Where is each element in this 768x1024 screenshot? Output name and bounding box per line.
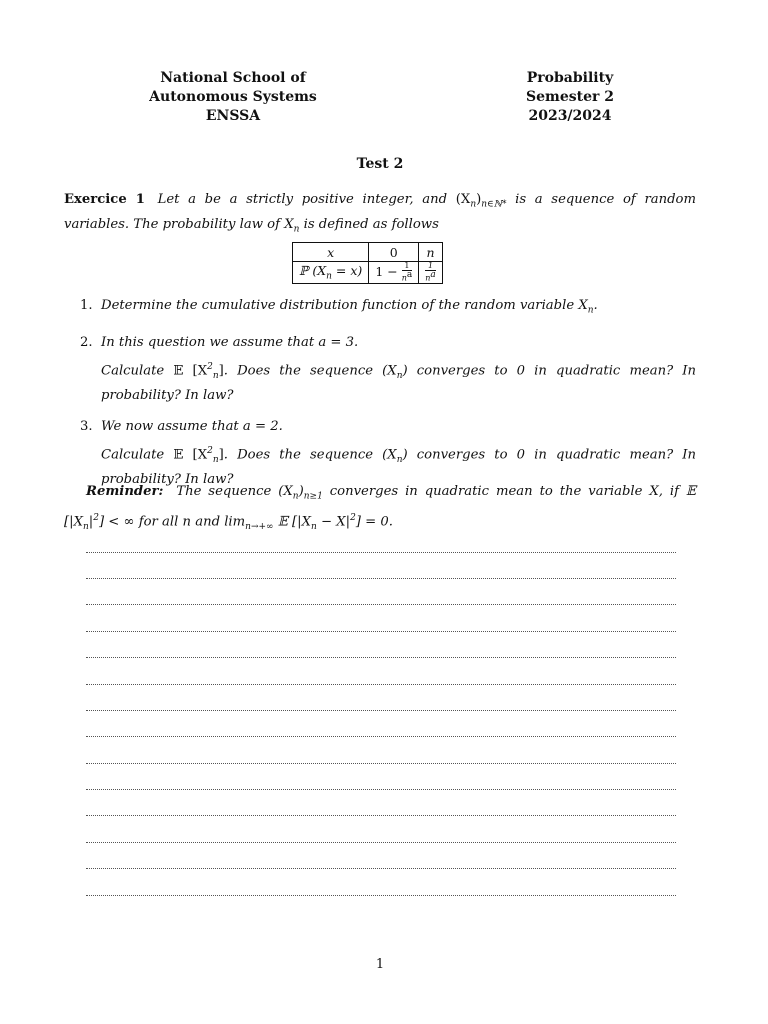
table-cell-x: x [293,243,369,262]
prob-label-sub: n [326,271,332,282]
fraction [425,262,436,283]
table-cell-prob-label [293,262,369,284]
fraction-denominator [402,271,413,283]
reminder-text-2: converges in quadratic mean to the variable X, if 𝔼 [|X [64,484,696,530]
expectation-sup: 2 [207,445,213,456]
detail-calculate: Calculate [101,363,165,379]
reminder-sup-5: 2 [350,512,356,523]
answer-line[interactable] [86,631,676,632]
exercise-intro-3: is defined as follows [303,216,439,232]
answer-line[interactable] [86,657,676,658]
answer-line[interactable] [86,895,676,896]
detail-calculate: Calculate [101,447,165,463]
expectation-open: 𝔼 [X [173,363,208,379]
reminder-close-1: ) [298,484,304,499]
reminder-text-3: ] < ∞ for all n and lim [98,514,246,530]
question-detail [101,358,696,405]
fraction-numerator: 1 [425,262,436,271]
school-name-line-2: Autonomous Systems [149,89,317,105]
school-header [133,69,333,126]
answer-line[interactable] [86,578,676,579]
reminder-sup-2: 2 [93,512,99,523]
expectation-sub: n [212,454,219,465]
reminder-lim-sub: n→+∞ [245,521,274,532]
expectation-sub: n [212,370,219,381]
reminder-text-5: − X| [320,514,351,530]
fraction-den-base: n [425,273,431,283]
table-cell-n: n [419,243,443,262]
question-number: 3. [80,418,93,434]
test-title: Test 2 [356,156,404,172]
table-cell-0: 0 [369,243,419,262]
table-cell-prob-0 [369,262,419,284]
reminder-label: Reminder: [86,484,164,499]
table-row [293,243,443,262]
exercise-label: Exercice 1 [64,192,145,207]
reminder-text-4: 𝔼 [|X [277,514,311,530]
reminder-abs-end: | [88,514,94,530]
sequence-close: ) [476,192,482,207]
answer-line[interactable] [86,842,676,843]
expectation-sup: 2 [207,361,213,372]
xn-symbol: X [284,216,294,232]
expectation-open: 𝔼 [X [173,447,208,463]
sequence-open: (X [455,192,471,207]
question-text: Determine the cumulative distribution function of the random variable X [101,298,588,313]
answer-line[interactable] [86,789,676,790]
answer-line[interactable] [86,815,676,816]
answer-line[interactable] [86,552,676,553]
question-number: 2. [80,334,93,350]
fraction [402,262,413,283]
question-1 [80,296,696,321]
fraction-numerator: 1 [402,262,413,271]
reminder-text-1: The sequence (X [176,484,293,499]
reminder-index: n≥1 [303,491,323,502]
sequence-index: n∈ℕ* [481,199,507,210]
detail-sequence-sub: n [396,370,403,381]
exercise-intro-2: is a sequence of random variables. The probability law of [64,192,696,232]
answer-line[interactable] [86,736,676,737]
fraction-den-exp: a [430,270,436,280]
detail-sequence: . Does the sequence (X [223,447,397,463]
reminder-text-6: ] = 0. [355,514,393,530]
probability-law-table [292,242,443,284]
course-header [470,69,670,126]
fraction-denominator [425,271,436,283]
question-2 [80,333,696,405]
answer-line[interactable] [86,868,676,869]
fraction-den-exp: a [406,270,413,280]
exercise-statement [64,190,696,239]
academic-year: 2023/2024 [528,108,612,124]
question-text: In this question we assume that a = 3. [101,334,359,350]
expectation-close: ] [218,363,224,379]
question-text-end: . [593,298,598,313]
prob-label-end: = x) [331,263,363,279]
question-number: 1. [80,298,93,313]
semester: Semester 2 [526,89,614,105]
fraction-den-base: n [401,273,407,283]
sequence-sub: n [470,199,477,210]
prob-0-prefix: 1 − [375,263,398,279]
page-number: 1 [375,957,385,972]
question-list [80,296,696,501]
answer-line[interactable] [86,763,676,764]
school-name-line-1: National School of [160,70,306,86]
reminder-sub-4: n [310,521,317,532]
exercise-intro-1: Let a be a strictly positive integer, and [157,192,448,207]
table-row [293,262,443,284]
xn-sub: n [293,224,300,235]
reminder [64,481,696,538]
question-text: We now assume that a = 2. [101,418,283,434]
answer-line[interactable] [86,684,676,685]
prob-label-open: ℙ (X [299,263,327,279]
detail-question: ) converges to 0 in quadratic mean? In probability? In law? [101,447,697,487]
question-text-sub: n [587,305,594,316]
question-3 [80,417,696,489]
reminder-sub-2: n [82,521,89,532]
answer-line[interactable] [86,604,676,605]
detail-sequence-sub: n [396,454,403,465]
expectation-close: ] [218,447,224,463]
answer-line[interactable] [86,710,676,711]
detail-question: ) converges to 0 in quadratic mean? In probability? In law? [101,363,697,403]
school-acronym: ENSSA [205,108,261,124]
table-cell-prob-n [419,262,443,284]
course-name: Probability [526,70,614,86]
detail-sequence: . Does the sequence (X [223,363,397,379]
reminder-sub-1: n [292,491,299,502]
